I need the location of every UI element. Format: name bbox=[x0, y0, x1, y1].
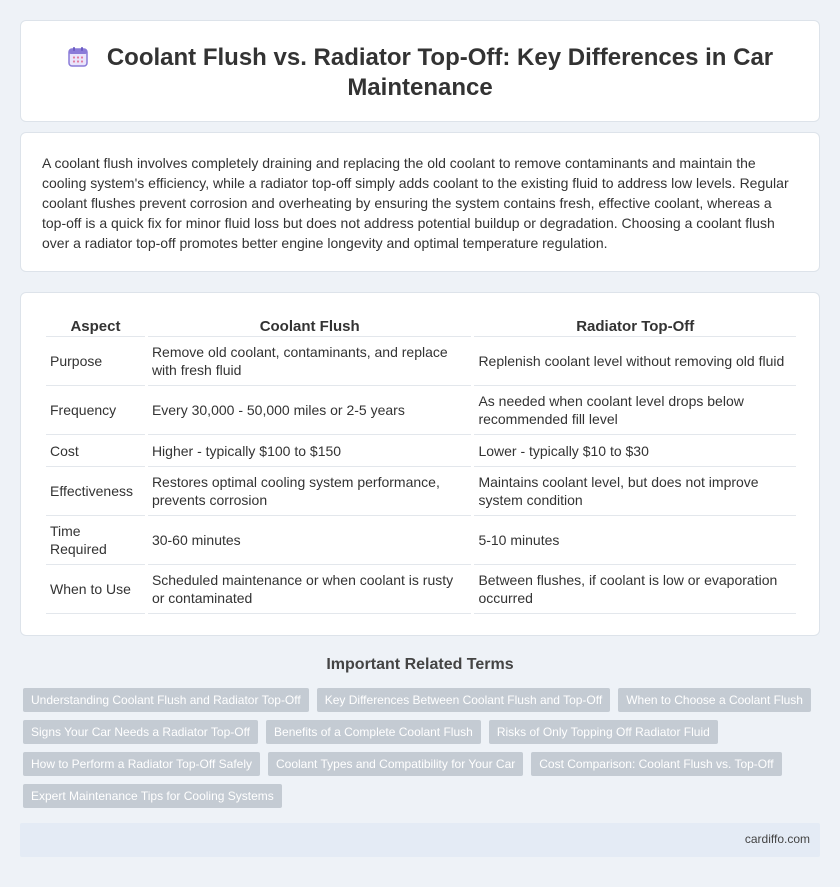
row-coolant-flush: 30-60 minutes bbox=[148, 516, 472, 565]
summary-card bbox=[20, 132, 820, 272]
table-row bbox=[46, 516, 796, 565]
row-aspect: Purpose bbox=[46, 337, 145, 386]
related-term-tag[interactable]: How to Perform a Radiator Top-Off Safely bbox=[23, 752, 260, 776]
row-radiator-top-off: 5-10 minutes bbox=[474, 516, 796, 565]
header-aspect: Aspect bbox=[46, 313, 145, 337]
row-aspect: Cost bbox=[46, 435, 145, 467]
related-terms-heading: Important Related Terms bbox=[326, 656, 514, 673]
related-terms-list bbox=[23, 688, 813, 808]
summary-paragraph: A coolant flush involves completely draining and replacing the old coolant to remove contaminants and maintain the cooling system's efficiency, while a radiator top-off simply adds coolant to the existing fluid to address low levels. Regular coolant flushes prevent corrosion and overheating by ensuring the system contains fresh, effective coolant, whereas a top-off is a quick fix for minor fluid loss but does not address potential buildup or degradation. Choosing a coolant flush over a radiator top-off promotes better engine longevity and optimal temperature regulation. bbox=[42, 155, 789, 251]
table-row bbox=[46, 565, 796, 614]
row-radiator-top-off: Replenish coolant level without removing old fluid bbox=[474, 337, 796, 386]
comparison-table bbox=[43, 313, 799, 614]
row-aspect: Frequency bbox=[46, 386, 145, 435]
header-radiator-top-off: Radiator Top-Off bbox=[474, 313, 796, 337]
related-term-tag[interactable]: Risks of Only Topping Off Radiator Fluid bbox=[489, 720, 718, 744]
row-aspect: When to Use bbox=[46, 565, 145, 614]
row-coolant-flush: Scheduled maintenance or when coolant is rusty or contaminated bbox=[148, 565, 472, 614]
row-aspect: Effectiveness bbox=[46, 467, 145, 516]
row-coolant-flush: Remove old coolant, contaminants, and replace with fresh fluid bbox=[148, 337, 472, 386]
related-term-tag[interactable]: Understanding Coolant Flush and Radiator Top-Off bbox=[23, 688, 309, 712]
related-term-tag[interactable]: Expert Maintenance Tips for Cooling Systems bbox=[23, 784, 282, 808]
row-coolant-flush: Every 30,000 - 50,000 miles or 2-5 years bbox=[148, 386, 472, 435]
table-row bbox=[46, 467, 796, 516]
table-row bbox=[46, 337, 796, 386]
row-radiator-top-off: As needed when coolant level drops below recommended fill level bbox=[474, 386, 796, 435]
row-radiator-top-off: Between flushes, if coolant is low or evaporation occurred bbox=[474, 565, 796, 614]
related-term-tag[interactable]: Coolant Types and Compatibility for Your Car bbox=[268, 752, 523, 776]
related-term-tag[interactable]: Cost Comparison: Coolant Flush vs. Top-Off bbox=[531, 752, 781, 776]
header-coolant-flush: Coolant Flush bbox=[148, 313, 472, 337]
calendar-icon bbox=[67, 46, 89, 68]
page-title-text: Coolant Flush vs. Radiator Top-Off: Key Differences in Car Maintenance bbox=[106, 44, 774, 101]
row-radiator-top-off: Maintains coolant level, but does not improve system condition bbox=[474, 467, 796, 516]
table-row bbox=[46, 386, 796, 435]
table-row bbox=[46, 435, 796, 467]
related-term-tag[interactable]: Benefits of a Complete Coolant Flush bbox=[266, 720, 481, 744]
row-aspect: Time Required bbox=[46, 516, 145, 565]
related-term-tag[interactable]: Key Differences Between Coolant Flush and Top-Off bbox=[317, 688, 611, 712]
comparison-table-card bbox=[20, 292, 820, 636]
related-term-tag[interactable]: When to Choose a Coolant Flush bbox=[618, 688, 811, 712]
table-header-row bbox=[46, 313, 796, 337]
related-term-tag[interactable]: Signs Your Car Needs a Radiator Top-Off bbox=[23, 720, 258, 744]
row-coolant-flush: Higher - typically $100 to $150 bbox=[148, 435, 472, 467]
footer bbox=[20, 823, 820, 857]
row-coolant-flush: Restores optimal cooling system performance, prevents corrosion bbox=[148, 467, 472, 516]
header-card bbox=[20, 20, 820, 122]
row-radiator-top-off: Lower - typically $10 to $30 bbox=[474, 435, 796, 467]
footer-site-link[interactable]: cardiffo.com bbox=[744, 832, 810, 846]
page-title bbox=[21, 43, 819, 103]
